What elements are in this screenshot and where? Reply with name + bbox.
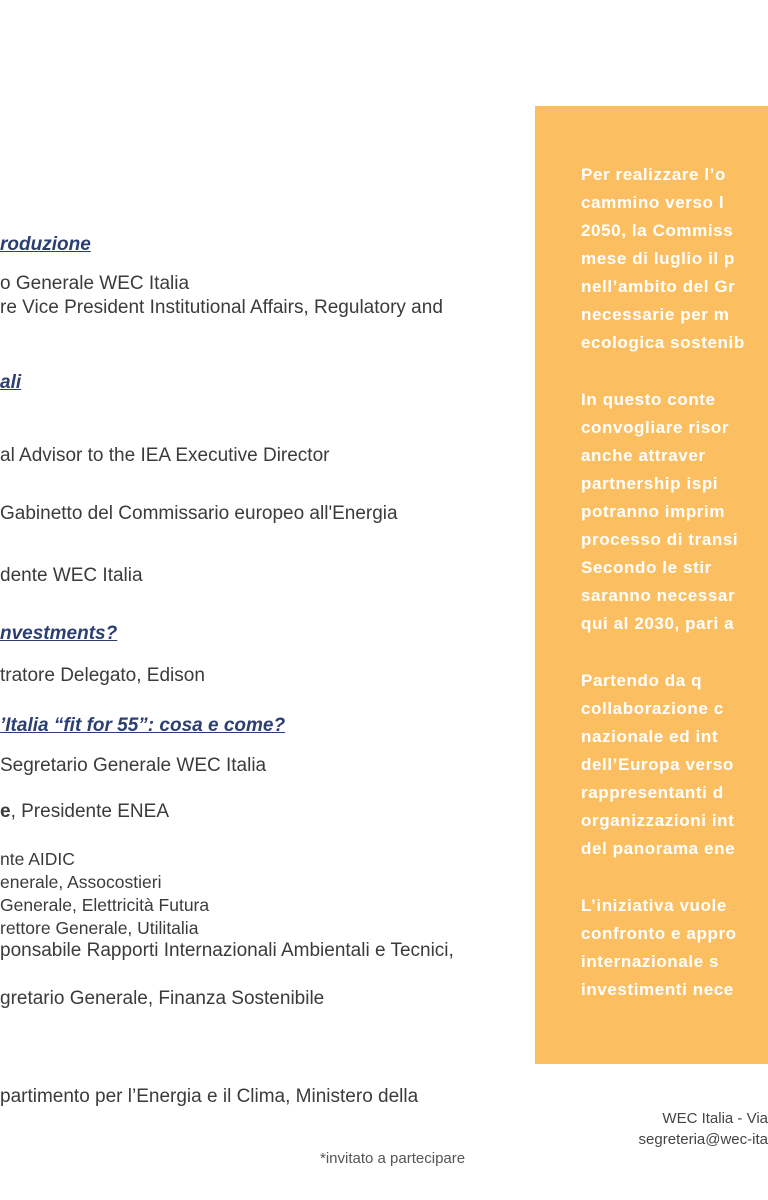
panel-text-line: Partendo da q xyxy=(581,671,703,690)
panel-text-line: mese di luglio il p xyxy=(581,249,736,268)
panel-text-line: organizzazioni int xyxy=(581,811,735,830)
speaker-line: dente WEC Italia xyxy=(0,565,143,586)
panel-text-line: nazionale ed int xyxy=(581,727,719,746)
speaker-line: Segretario Generale WEC Italia xyxy=(0,755,267,776)
panel-text-line: collaborazione c xyxy=(581,699,724,718)
speaker-line: re Vice President Institutional Affairs, Regulatory and xyxy=(0,297,443,318)
speaker-line: al Advisor to the IEA Executive Director xyxy=(0,445,330,466)
panel-text-line: rappresentanti d xyxy=(581,783,724,802)
panel-text-line: In questo conte xyxy=(581,390,716,409)
section-heading-intro: roduzione xyxy=(0,234,91,255)
panel-text-line: ecologica sostenib xyxy=(581,333,745,352)
panel-text-line: saranno necessar xyxy=(581,586,736,605)
panel-text-line: qui al 2030, pari a xyxy=(581,614,735,633)
footer-address: WEC Italia - Via xyxy=(662,1110,768,1127)
panel-text-line: Per realizzare l’o xyxy=(581,165,726,184)
panel-text-line: internazionale s xyxy=(581,952,720,971)
panel-text-line: Secondo le stir xyxy=(581,558,712,577)
panel-text-line: processo di transi xyxy=(581,530,739,549)
section-heading-third: nvestments? xyxy=(0,623,118,644)
panel-text-line: cammino verso l xyxy=(581,193,725,212)
speaker-line: rettore Generale, Utilitalia xyxy=(0,918,199,938)
panel-text-line: L’iniziativa vuole xyxy=(581,896,727,915)
panel-text-line: anche attraver xyxy=(581,446,706,465)
speaker-name: e xyxy=(0,801,11,822)
section-heading-second: ali xyxy=(0,372,22,393)
section-heading-fourth: ’Italia “fit for 55”: cosa e come? xyxy=(0,715,286,736)
intro-panel xyxy=(535,106,768,1064)
footer-email[interactable]: segreteria@wec-ita xyxy=(638,1131,768,1148)
invited-note: *invitato a partecipare xyxy=(320,1150,466,1167)
panel-text-line: investimenti nece xyxy=(581,980,734,999)
speaker-line: enerale, Assocostieri xyxy=(0,872,162,892)
speaker-line: Generale, Elettricità Futura xyxy=(0,895,210,915)
speaker-line: Gabinetto del Commissario europeo all'Energia xyxy=(0,503,398,524)
speaker-role: , Presidente ENEA xyxy=(10,801,169,822)
speaker-line xyxy=(0,801,169,823)
speaker-line: gretario Generale, Finanza Sostenibile xyxy=(0,988,325,1009)
panel-text-line: partnership ispi xyxy=(581,474,719,493)
panel-text-line: convogliare risor xyxy=(581,418,730,437)
panel-text-line: dell’Europa verso xyxy=(581,755,734,774)
panel-text-line: 2050, la Commiss xyxy=(581,221,734,240)
panel-text-line: necessarie per m xyxy=(581,305,730,324)
panel-text-line: del panorama ene xyxy=(581,839,736,858)
speaker-line: o Generale WEC Italia xyxy=(0,273,190,294)
panel-text-line: potranno imprim xyxy=(581,502,726,521)
speaker-line: partimento per l’Energia e il Clima, Ministero della xyxy=(0,1086,419,1107)
speaker-line: tratore Delegato, Edison xyxy=(0,665,205,686)
speaker-line: nte AIDIC xyxy=(0,849,75,869)
panel-text-line: nell’ambito del Gr xyxy=(581,277,736,296)
panel-text-line: confronto e appro xyxy=(581,924,737,943)
speaker-line: ponsabile Rapporti Internazionali Ambientali e Tecnici, xyxy=(0,940,454,961)
